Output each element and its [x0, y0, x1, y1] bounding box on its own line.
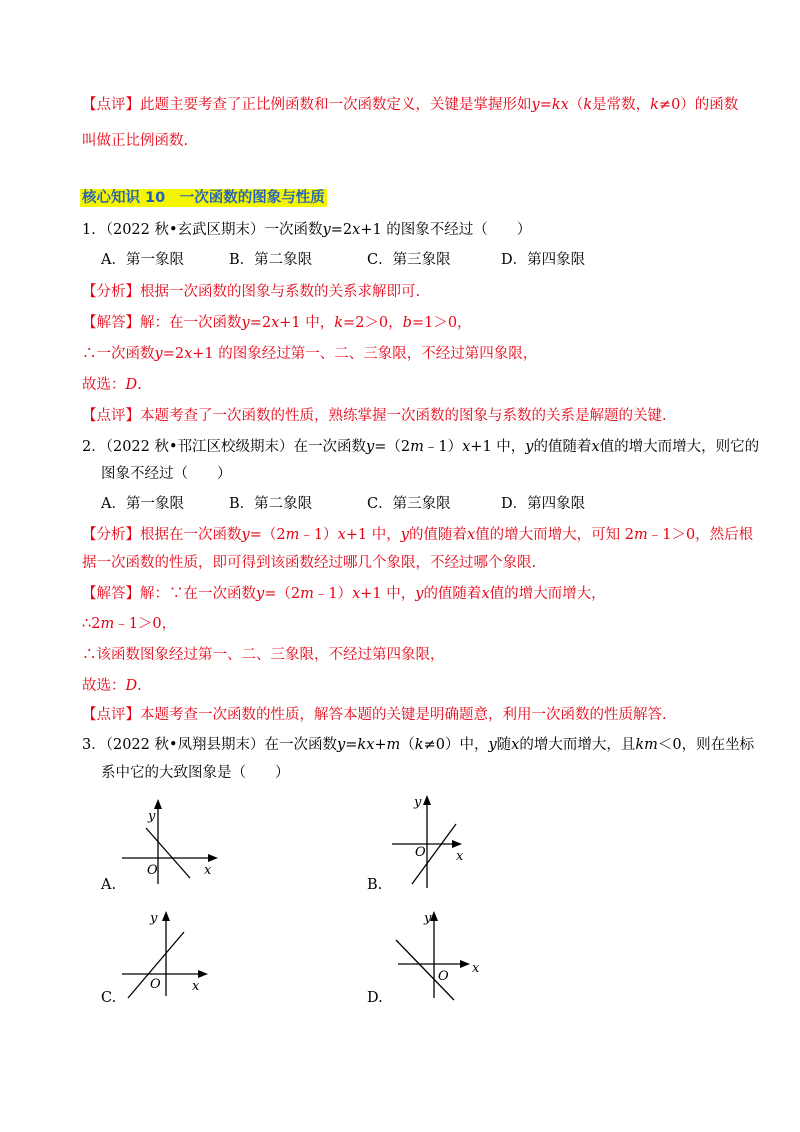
q3-stem-line-2: 系中它的大致图象是（ ） — [101, 765, 290, 781]
y-label: y — [148, 809, 156, 824]
y-label: y — [424, 911, 432, 926]
y-arrow — [154, 799, 162, 809]
q1-option-d: D．第四象限 — [501, 252, 586, 268]
q3-graph-c — [118, 906, 228, 1002]
comment-tag: 【点评】 — [82, 97, 140, 113]
q2-answer: 【解答】解：∵在一次函数y=（2m﹣1）x+1 中，y的值随着x值的增大而增大， — [82, 586, 606, 602]
q2-stem: 2．（2022 秋•邗江区校级期末）在一次函数y=（2m﹣1）x+1 中，y的值随着x值的增大而增大，则它的 — [82, 439, 760, 455]
x-label: x — [472, 961, 480, 976]
q2-option-d: D．第四象限 — [501, 496, 586, 512]
q3-graph-d-label: D. — [367, 990, 383, 1006]
x-arrow — [208, 854, 218, 862]
y-arrow — [162, 911, 170, 921]
x-arrow — [460, 960, 470, 968]
q1-analysis: 【分析】根据一次函数的图象与系数的关系求解即可. — [82, 284, 421, 300]
origin-label: O — [415, 845, 426, 860]
origin-label: O — [150, 977, 161, 992]
origin-label: O — [438, 969, 449, 984]
q1-stem: 1．（2022 秋•玄武区期末）一次函数y=2x+1 的图象不经过（ ） — [82, 222, 532, 238]
q1-choice: 故选：D. — [82, 377, 142, 393]
x-label: x — [456, 849, 464, 864]
x-label: x — [192, 979, 200, 994]
origin-label: O — [147, 863, 158, 878]
q2-analysis-line-2: 据一次函数的性质，即可得到该函数经过哪几个象限，不经过哪个象限. — [82, 555, 537, 571]
q2-option-a: A．第一象限 — [101, 496, 184, 512]
y-label: y — [414, 795, 422, 810]
q2-comment: 【点评】本题考查一次函数的性质，解答本题的关键是明确题意，利用一次函数的性质解答. — [82, 707, 667, 723]
q1-answer: 【解答】解：在一次函数y=2x+1 中，k=2＞0，b=1＞0， — [82, 315, 472, 331]
q2-option-c: C．第三象限 — [367, 496, 451, 512]
y-arrow — [423, 795, 431, 805]
comment-line-1: 【点评】此题主要考查了正比例函数和一次函数定义，关键是掌握形如y=kx（k是常数，k≠0）的函数 — [82, 97, 739, 113]
q2-answer-line-3: ∴该函数图象经过第一、二、三象限，不经过第四象限， — [82, 647, 445, 663]
q2-choice: 故选：D. — [82, 678, 142, 694]
q1-option-c: C．第三象限 — [367, 252, 451, 268]
x-arrow — [452, 840, 462, 848]
y-label: y — [150, 911, 158, 926]
q3-graph-a — [118, 796, 228, 886]
comment-line-2: 叫做正比例函数. — [82, 133, 189, 149]
q2-analysis: 【分析】根据在一次函数y=（2m﹣1）x+1 中，y的值随着x值的增大而增大，可知 2m﹣1＞0，然后根 — [82, 527, 754, 543]
q1-option-b: B．第二象限 — [229, 252, 313, 268]
q2-answer-line-2: ∴2m﹣1＞0， — [82, 616, 177, 632]
section-heading: 核心知识 10 一次函数的图象与性质 — [82, 190, 325, 206]
q3-graph-c-label: C. — [101, 990, 117, 1006]
q2-stem-line-2: 图象不经过（ ） — [101, 466, 232, 482]
q3-graph-a-label: A. — [101, 877, 117, 893]
q1-answer-line-2: ∴一次函数y=2x+1 的图象经过第一、二、三象限，不经过第四象限， — [82, 346, 538, 362]
q3-stem: 3．（2022 秋•凤翔县期末）在一次函数y=kx+m（k≠0）中，y随x的增大而增大，且km＜0，则在坐标 — [82, 737, 755, 753]
q3-graph-b-label: B. — [367, 877, 383, 893]
x-label: x — [204, 863, 212, 878]
q3-graph-d — [390, 906, 490, 1002]
q1-comment: 【点评】本题考查了一次函数的性质，熟练掌握一次函数的图象与系数的关系是解题的关键. — [82, 408, 667, 424]
q3-graph-b — [388, 792, 478, 892]
x-arrow — [198, 970, 208, 978]
q1-option-a: A．第一象限 — [101, 252, 184, 268]
q2-option-b: B．第二象限 — [229, 496, 313, 512]
